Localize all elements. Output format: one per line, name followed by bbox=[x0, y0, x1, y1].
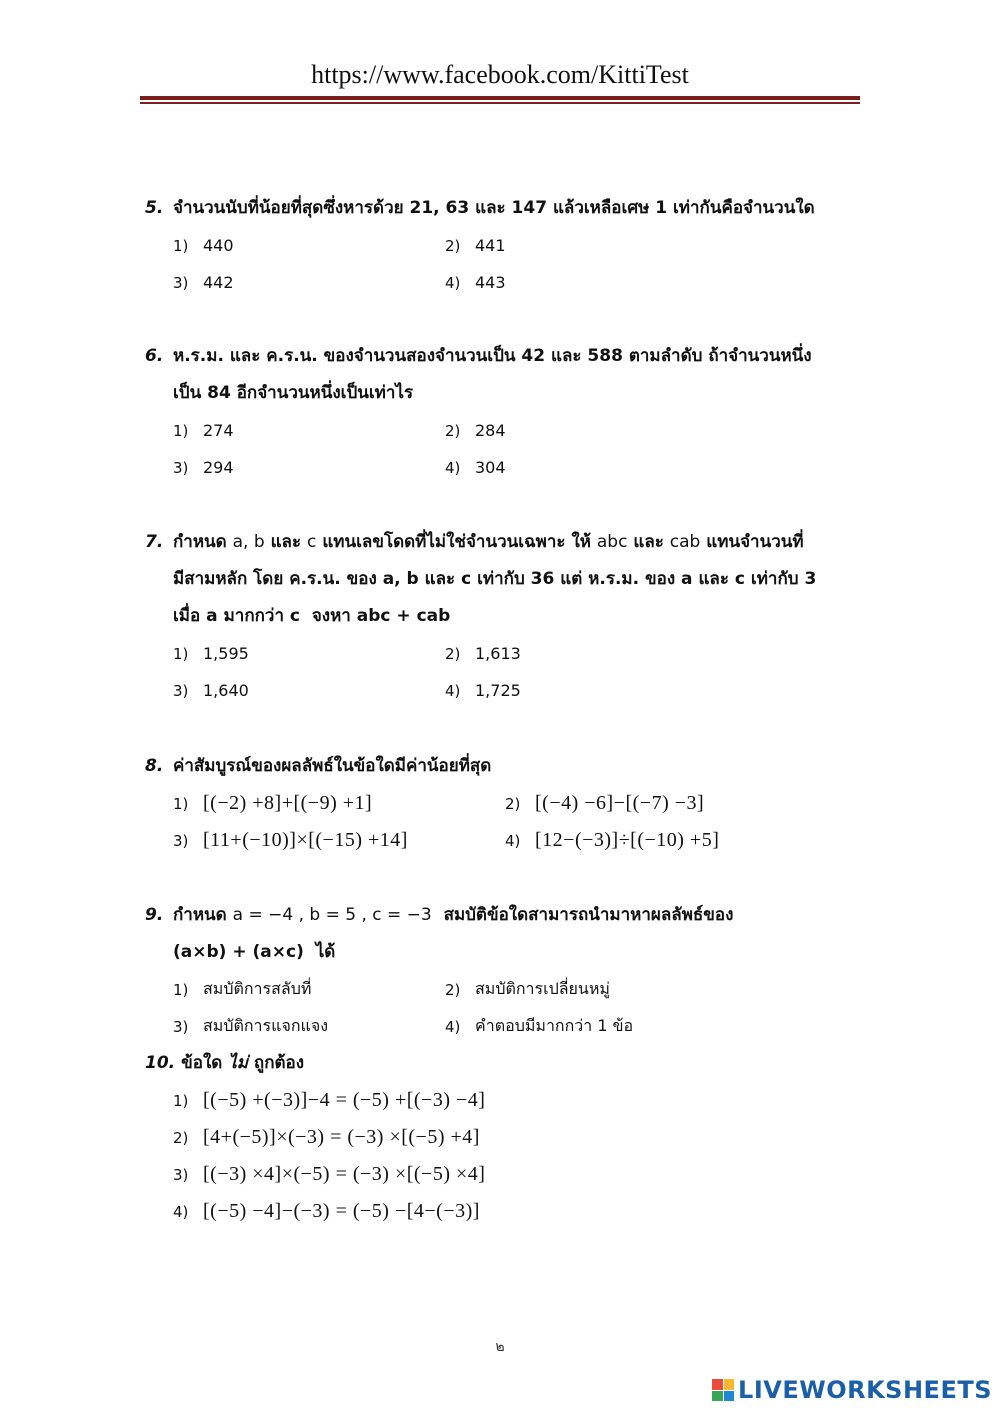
question-number: 7. bbox=[145, 532, 164, 552]
option-3[interactable] bbox=[173, 681, 445, 700]
option-number: 1) bbox=[173, 644, 189, 663]
option-text: สมบัติการแจกแจง bbox=[203, 1016, 328, 1035]
text-segment: (a×b) + (a×c) bbox=[173, 942, 304, 962]
question-number: 9. bbox=[145, 905, 164, 925]
question-number: 8. bbox=[145, 756, 164, 776]
option-expression: [(−5) +(−3)]−4 = (−5) +[(−3) −4] bbox=[203, 1089, 486, 1111]
header-url: https://www.facebook.com/KittiTest bbox=[311, 60, 689, 89]
option-number: 3) bbox=[173, 273, 189, 292]
text-segment: ถูกต้อง bbox=[253, 1053, 305, 1073]
text-segment: เมื่อ bbox=[173, 606, 201, 626]
text-segment: a bbox=[681, 569, 693, 589]
emphasis-not: ไม่ bbox=[228, 1053, 248, 1073]
option-expression: [4+(−5)]×(−3) = (−3) ×[(−5) +4] bbox=[203, 1126, 480, 1148]
text-segment: มากกว่า bbox=[223, 606, 284, 626]
option-1[interactable] bbox=[173, 792, 505, 815]
liveworksheets-brand[interactable] bbox=[712, 1375, 992, 1405]
option-number: 2) bbox=[173, 1128, 189, 1147]
option-text: 1,595 bbox=[203, 644, 249, 663]
option-2[interactable] bbox=[505, 792, 704, 815]
option-text: 440 bbox=[203, 236, 234, 255]
option-1[interactable] bbox=[173, 977, 445, 1002]
options bbox=[145, 635, 865, 709]
text-segment: และ bbox=[424, 569, 456, 589]
option-3[interactable] bbox=[173, 458, 445, 477]
option-3[interactable] bbox=[173, 273, 445, 292]
option-number: 2) bbox=[445, 980, 461, 999]
brand-name: LIVEWORKSHEETS bbox=[738, 1376, 992, 1404]
option-2[interactable] bbox=[445, 644, 521, 663]
options bbox=[145, 227, 865, 301]
option-expression: [(−5) −4]−(−3) = (−5) −[4−(−3)] bbox=[203, 1200, 480, 1222]
option-number: 1) bbox=[173, 421, 189, 440]
option-text: คำตอบมีมากกว่า 1 ข้อ bbox=[475, 1016, 634, 1035]
text-segment: cab bbox=[669, 532, 701, 552]
option-text: 1,725 bbox=[475, 681, 521, 700]
options bbox=[145, 785, 865, 859]
option-number: 3) bbox=[173, 458, 189, 477]
option-text: 274 bbox=[203, 421, 234, 440]
question-text-line-3 bbox=[145, 598, 865, 635]
options bbox=[145, 412, 865, 486]
option-2[interactable] bbox=[173, 1126, 480, 1149]
text-segment: แทนจำนวนที่ bbox=[706, 532, 804, 552]
text-segment: c bbox=[289, 606, 300, 626]
text-segment: a, b bbox=[232, 532, 265, 552]
option-1[interactable] bbox=[173, 644, 445, 663]
liveworksheets-logo-icon bbox=[712, 1379, 734, 1401]
option-number: 4) bbox=[173, 1202, 189, 1221]
question-text: ค่าสัมบูรณ์ของผลลัพธ์ในข้อใดมีค่าน้อยที่สุด bbox=[173, 756, 492, 776]
text-segment: และ bbox=[270, 532, 302, 552]
option-4[interactable] bbox=[445, 273, 506, 292]
option-expression: [(−2) +8]+[(−9) +1] bbox=[203, 792, 373, 814]
question-text-line-1 bbox=[173, 524, 865, 561]
question-number: 10. bbox=[145, 1053, 176, 1073]
page-number: ๒ bbox=[495, 1339, 505, 1355]
option-1[interactable] bbox=[173, 421, 445, 440]
option-number: 2) bbox=[505, 794, 521, 813]
option-text: 1,640 bbox=[203, 681, 249, 700]
option-number: 4) bbox=[445, 458, 461, 477]
question-5 bbox=[145, 190, 865, 301]
text-segment: abc bbox=[596, 532, 628, 552]
option-number: 4) bbox=[445, 1017, 461, 1036]
question-8 bbox=[145, 748, 865, 859]
question-text bbox=[181, 1045, 865, 1082]
option-text: 304 bbox=[475, 458, 506, 477]
header-rule-thin bbox=[140, 102, 860, 104]
option-2[interactable] bbox=[445, 977, 610, 1002]
option-1[interactable] bbox=[173, 236, 445, 255]
option-number: 3) bbox=[173, 1017, 189, 1036]
option-number: 3) bbox=[173, 681, 189, 700]
option-2[interactable] bbox=[445, 236, 506, 255]
text-segment: c bbox=[461, 569, 472, 589]
option-number: 2) bbox=[445, 421, 461, 440]
option-3[interactable] bbox=[173, 829, 505, 852]
option-expression: [11+(−10)]×[(−15) +14] bbox=[203, 829, 408, 851]
text-segment: มีสามหลัก โดย ค.ร.น. ของ bbox=[173, 569, 377, 589]
option-1[interactable] bbox=[173, 1089, 485, 1112]
question-text-line-1 bbox=[173, 897, 865, 934]
option-text: 441 bbox=[475, 236, 506, 255]
option-text: 294 bbox=[203, 458, 234, 477]
option-text: 284 bbox=[475, 421, 506, 440]
text-segment: จงหา bbox=[311, 606, 351, 626]
text-segment: ได้ bbox=[315, 942, 336, 962]
question-text: จำนวนนับที่น้อยที่สุดซึ่งหารด้วย 21, 63 และ 147 แล้วเหลือเศษ 1 เท่ากันคือจำนวนใด bbox=[173, 198, 815, 218]
option-number: 1) bbox=[173, 236, 189, 255]
question-9 bbox=[145, 897, 865, 1045]
text-segment: abc + cab bbox=[356, 606, 451, 626]
option-number: 4) bbox=[505, 831, 521, 850]
question-10 bbox=[145, 1045, 865, 1230]
option-4[interactable] bbox=[505, 829, 719, 852]
text-segment: a = −4 , b = 5 , c = −3 bbox=[232, 905, 432, 925]
question-text-line-2 bbox=[145, 934, 865, 971]
text-segment: เท่ากับ 36 แต่ ห.ร.ม. ของ bbox=[477, 569, 676, 589]
options bbox=[145, 1082, 865, 1230]
option-number: 1) bbox=[173, 794, 189, 813]
text-segment: กำหนด bbox=[173, 532, 227, 552]
option-number: 4) bbox=[445, 273, 461, 292]
text-segment: สมบัติข้อใดสามารถนำมาหาผลลัพธ์ของ bbox=[443, 905, 734, 925]
text-segment: ข้อใด bbox=[181, 1053, 223, 1073]
header-rule-thick bbox=[140, 96, 860, 100]
text-segment: และ bbox=[698, 569, 729, 589]
option-expression: [(−3) ×4]×(−5) = (−3) ×[(−5) ×4] bbox=[203, 1163, 486, 1185]
question-6 bbox=[145, 338, 865, 486]
question-text-line-1: ห.ร.ม. และ ค.ร.น. ของจำนวนสองจำนวนเป็น 42 และ 588 ตามลำดับ ถ้าจำนวนหนึ่ง bbox=[173, 346, 812, 366]
text-segment: เท่ากับ 3 bbox=[750, 569, 817, 589]
option-text: 1,613 bbox=[475, 644, 521, 663]
text-segment: กำหนด bbox=[173, 905, 227, 925]
option-number: 1) bbox=[173, 980, 189, 999]
option-number: 1) bbox=[173, 1091, 189, 1110]
options bbox=[145, 971, 865, 1045]
option-text: 442 bbox=[203, 273, 234, 292]
option-4[interactable] bbox=[445, 1014, 633, 1039]
text-segment: c bbox=[307, 532, 317, 552]
option-3[interactable] bbox=[173, 1163, 485, 1186]
option-number: 2) bbox=[445, 236, 461, 255]
text-segment: และ bbox=[633, 532, 664, 552]
option-expression: [(−4) −6]−[(−7) −3] bbox=[535, 792, 705, 814]
option-text: สมบัติการเปลี่ยนหมู่ bbox=[475, 979, 610, 998]
question-text-line-2 bbox=[145, 561, 865, 598]
question-number: 5. bbox=[145, 198, 164, 218]
option-number: 3) bbox=[173, 831, 189, 850]
text-segment: c bbox=[734, 569, 745, 589]
option-number: 4) bbox=[445, 681, 461, 700]
option-2[interactable] bbox=[445, 421, 506, 440]
option-expression: [12−(−3)]÷[(−10) +5] bbox=[535, 829, 720, 851]
option-number: 2) bbox=[445, 644, 461, 663]
option-text: 443 bbox=[475, 273, 506, 292]
option-4[interactable] bbox=[173, 1200, 480, 1223]
text-segment: แทนเลขโดดที่ไม่ใช่จำนวนเฉพาะ ให้ bbox=[322, 532, 591, 552]
question-7 bbox=[145, 524, 865, 709]
option-4[interactable] bbox=[445, 458, 506, 477]
question-number: 6. bbox=[145, 346, 164, 366]
option-text: สมบัติการสลับที่ bbox=[203, 979, 312, 998]
text-segment: a bbox=[206, 606, 218, 626]
text-segment: a, b bbox=[382, 569, 419, 589]
option-number: 3) bbox=[173, 1165, 189, 1184]
option-4[interactable] bbox=[445, 681, 521, 700]
option-3[interactable] bbox=[173, 1014, 445, 1039]
question-text-line-2: เป็น 84 อีกจำนวนหนึ่งเป็นเท่าไร bbox=[173, 383, 414, 403]
